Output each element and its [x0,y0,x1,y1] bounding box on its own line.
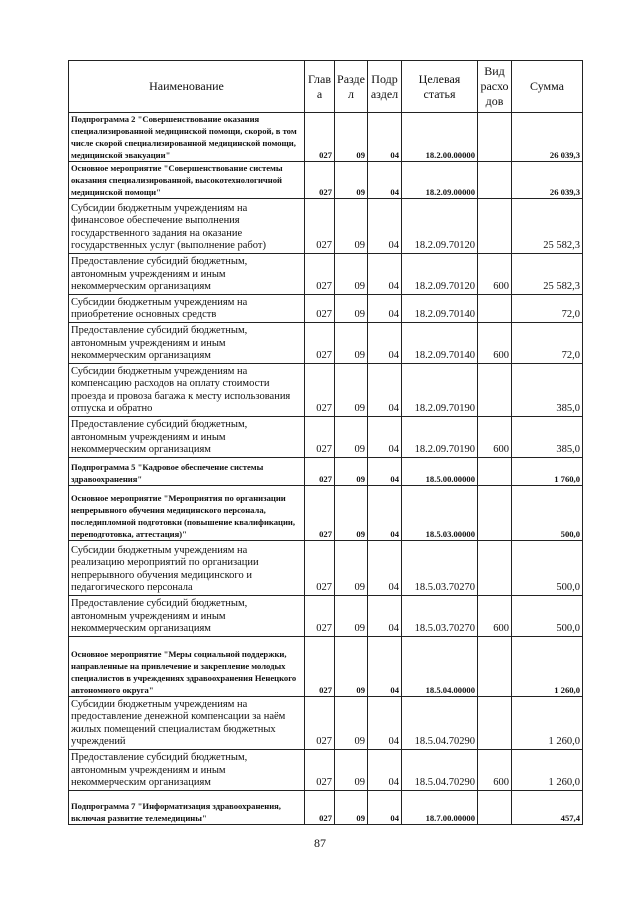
cell-target: 18.5.04.70290 [402,750,478,791]
cell-subsection: 04 [368,596,402,637]
cell-target: 18.2.09.70120 [402,199,478,254]
cell-sum: 25 582,3 [512,199,583,254]
cell-target: 18.2.09.70190 [402,364,478,417]
cell-target: 18.5.04.00000 [402,637,478,697]
cell-chapter: 027 [305,750,335,791]
cell-section: 09 [335,596,368,637]
cell-type [478,199,512,254]
cell-chapter: 027 [305,596,335,637]
cell-sum: 385,0 [512,417,583,458]
table-row [69,458,583,486]
cell-subsection: 04 [368,486,402,541]
table-row [69,486,583,541]
cell-type [478,541,512,596]
cell-name: Субсидии бюджетным учреждениям на реализацию мероприятий по организации непрерывного обучения медицинского и педагогического персонала [69,541,305,596]
cell-target: 18.2.09.00000 [402,162,478,199]
cell-subsection: 04 [368,364,402,417]
cell-type [478,637,512,697]
cell-type: 600 [478,750,512,791]
cell-section: 09 [335,637,368,697]
cell-target: 18.5.04.70290 [402,697,478,750]
header-subsection: Подр аздел [368,61,402,113]
table-row [69,113,583,162]
cell-sum: 385,0 [512,364,583,417]
cell-name: Подпрограмма 2 "Совершенствование оказания специализированной медицинской помощи, скорой, в том числе скорой специализированной медицинской помощи, медицинской эвакуации" [69,113,305,162]
cell-name: Предоставление субсидий бюджетным, автономным учреждениям и иным некоммерческим организациям [69,323,305,364]
cell-section: 09 [335,417,368,458]
header-row [69,61,583,113]
cell-subsection: 04 [368,113,402,162]
cell-subsection: 04 [368,750,402,791]
cell-target: 18.2.09.70190 [402,417,478,458]
cell-type [478,791,512,825]
header-sum: Сумма [512,61,583,113]
table-row [69,254,583,295]
cell-subsection: 04 [368,199,402,254]
cell-section: 09 [335,750,368,791]
table-row [69,295,583,323]
cell-chapter: 027 [305,486,335,541]
table-row [69,364,583,417]
cell-section: 09 [335,323,368,364]
cell-type [478,364,512,417]
cell-subsection: 04 [368,254,402,295]
cell-sum: 500,0 [512,486,583,541]
cell-name: Субсидии бюджетным учреждениям на компенсацию расходов на оплату стоимости проезда и провоза багажа к месту использования отпуска и обратно [69,364,305,417]
cell-sum: 26 039,3 [512,113,583,162]
cell-name: Подпрограмма 5 "Кадровое обеспечение системы здравоохранения" [69,458,305,486]
cell-section: 09 [335,295,368,323]
cell-sum: 1 760,0 [512,458,583,486]
cell-sum: 457,4 [512,791,583,825]
cell-chapter: 027 [305,113,335,162]
cell-section: 09 [335,199,368,254]
cell-target: 18.7.00.00000 [402,791,478,825]
cell-chapter: 027 [305,697,335,750]
cell-section: 09 [335,697,368,750]
cell-chapter: 027 [305,791,335,825]
cell-sum: 26 039,3 [512,162,583,199]
cell-target: 18.5.03.70270 [402,596,478,637]
cell-subsection: 04 [368,697,402,750]
cell-name: Предоставление субсидий бюджетным, автономным учреждениям и иным некоммерческим организациям [69,596,305,637]
cell-subsection: 04 [368,458,402,486]
cell-name: Субсидии бюджетным учреждениям на предоставление денежной компенсации за наём жилых помещений специалистам бюджетных учреждений [69,697,305,750]
cell-target: 18.2.09.70120 [402,254,478,295]
table-row [69,637,583,697]
cell-section: 09 [335,791,368,825]
cell-sum: 25 582,3 [512,254,583,295]
cell-sum: 1 260,0 [512,637,583,697]
cell-name: Предоставление субсидий бюджетным, автономным учреждениям и иным некоммерческим организациям [69,750,305,791]
cell-chapter: 027 [305,199,335,254]
cell-subsection: 04 [368,637,402,697]
cell-type [478,113,512,162]
header-name: Наименование [69,61,305,113]
cell-name: Предоставление субсидий бюджетным, автономным учреждениям и иным некоммерческим организациям [69,417,305,458]
table-row [69,697,583,750]
table-row [69,750,583,791]
cell-sum: 1 260,0 [512,750,583,791]
cell-sum: 1 260,0 [512,697,583,750]
cell-type: 600 [478,254,512,295]
header-type: Вид расхо дов [478,61,512,113]
cell-section: 09 [335,486,368,541]
cell-type: 600 [478,323,512,364]
table-row [69,791,583,825]
table-row [69,199,583,254]
cell-target: 18.2.00.00000 [402,113,478,162]
cell-name: Основное мероприятие "Меры социальной поддержки, направленные на привлечение и закрепление молодых специалистов в учреждениях здравоохранения Ненецкого автономного округа" [69,637,305,697]
cell-sum: 500,0 [512,596,583,637]
table-row [69,323,583,364]
cell-chapter: 027 [305,637,335,697]
cell-name: Подпрограмма 7 "Информатизация здравоохранения, включая развитие телемедицины" [69,791,305,825]
cell-target: 18.2.09.70140 [402,295,478,323]
cell-name: Предоставление субсидий бюджетным, автономным учреждениям и иным некоммерческим организациям [69,254,305,295]
cell-section: 09 [335,254,368,295]
table-row [69,162,583,199]
cell-type [478,295,512,323]
cell-subsection: 04 [368,541,402,596]
cell-name: Основное мероприятие "Мероприятия по организации непрерывного обучения медицинского персонала, последипломной подготовки (повышение квалификации, переподготовка, аттестация)" [69,486,305,541]
cell-target: 18.2.09.70140 [402,323,478,364]
cell-chapter: 027 [305,364,335,417]
cell-type: 600 [478,417,512,458]
cell-section: 09 [335,541,368,596]
cell-type [478,458,512,486]
header-section: Разде л [335,61,368,113]
cell-name: Субсидии бюджетным учреждениям на финансовое обеспечение выполнения государственного задания на оказание государственных услуг (выполнение работ) [69,199,305,254]
cell-chapter: 027 [305,254,335,295]
cell-section: 09 [335,364,368,417]
page-number: 87 [314,836,326,850]
cell-section: 09 [335,113,368,162]
cell-sum: 72,0 [512,323,583,364]
cell-section: 09 [335,458,368,486]
cell-sum: 72,0 [512,295,583,323]
cell-section: 09 [335,162,368,199]
cell-subsection: 04 [368,323,402,364]
cell-subsection: 04 [368,417,402,458]
cell-chapter: 027 [305,417,335,458]
header-chapter: Глав а [305,61,335,113]
cell-chapter: 027 [305,323,335,364]
cell-type: 600 [478,596,512,637]
cell-subsection: 04 [368,162,402,199]
cell-chapter: 027 [305,541,335,596]
budget-table [68,60,583,825]
cell-subsection: 04 [368,791,402,825]
table-row [69,596,583,637]
cell-type [478,162,512,199]
cell-subsection: 04 [368,295,402,323]
cell-target: 18.5.00.00000 [402,458,478,486]
cell-name: Основное мероприятие "Совершенствование системы оказания специализированной, высокотехнологичной медицинской помощи" [69,162,305,199]
table-row [69,417,583,458]
table-row [69,541,583,596]
cell-chapter: 027 [305,162,335,199]
cell-chapter: 027 [305,295,335,323]
cell-name: Субсидии бюджетным учреждениям на приобретение основных средств [69,295,305,323]
cell-type [478,486,512,541]
cell-target: 18.5.03.00000 [402,486,478,541]
cell-chapter: 027 [305,458,335,486]
cell-target: 18.5.03.70270 [402,541,478,596]
cell-type [478,697,512,750]
cell-sum: 500,0 [512,541,583,596]
header-target: Целевая статья [402,61,478,113]
